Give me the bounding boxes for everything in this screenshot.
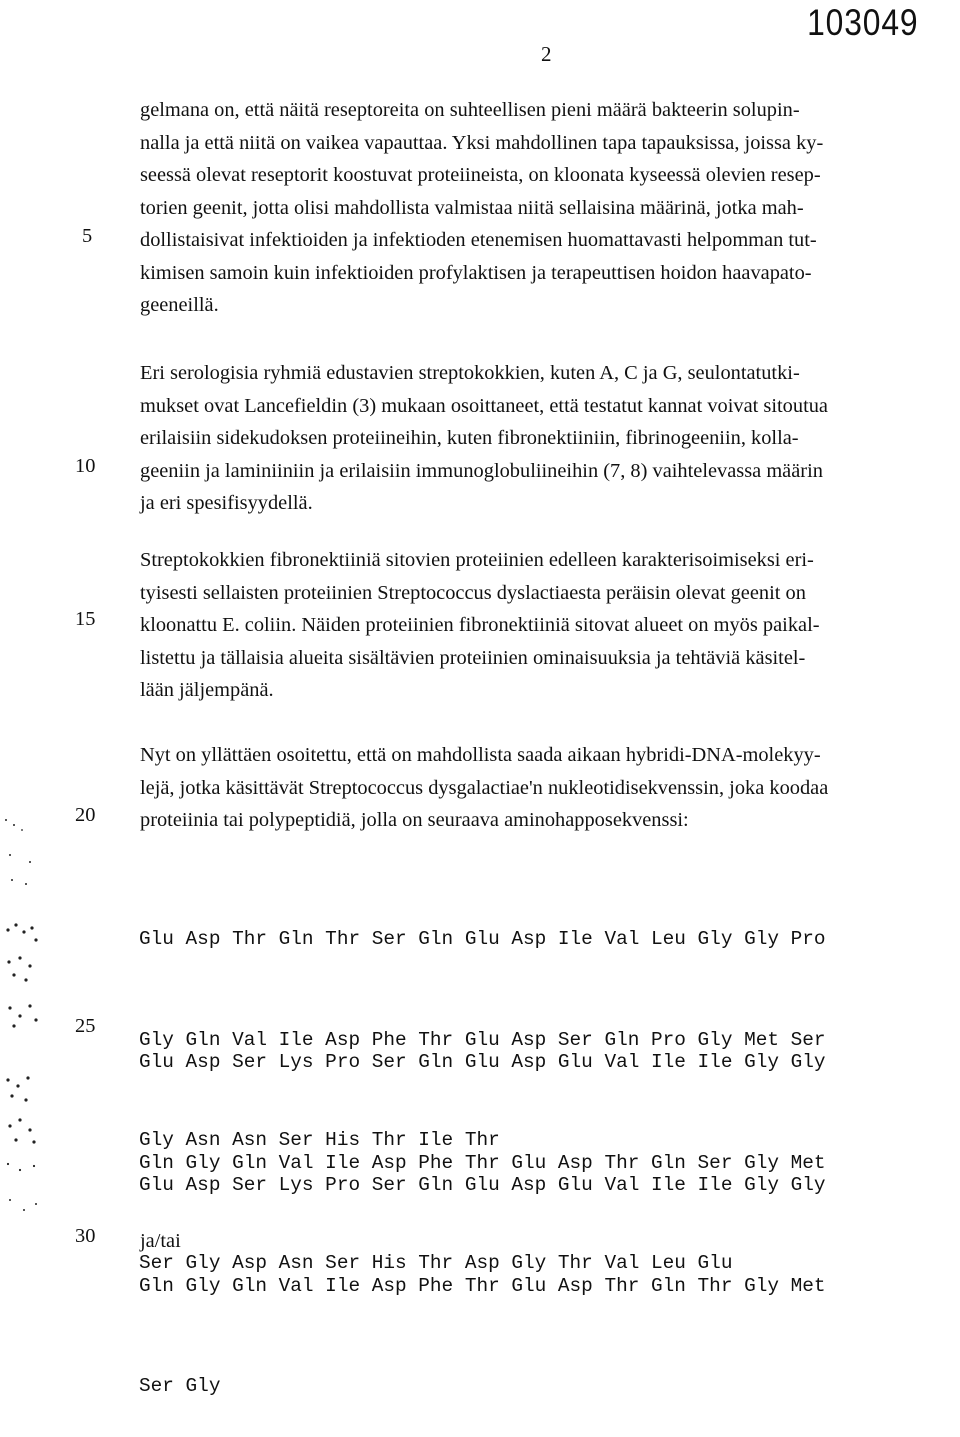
- text-line: mukset ovat Lancefieldin (3) mukaan osoittaneet, että testatut kannat voivat sitoutua: [140, 394, 828, 417]
- sequence-line: Glu Asp Ser Lys Pro Ser Gln Glu Asp Glu Val Ile Ile Gly Gly: [139, 1174, 826, 1196]
- text-line: kloonattu E. coliin. Näiden proteiinien fibronektiiniä sitovat alueet on myös paikal-: [140, 614, 820, 636]
- text-line: nalla ja että niitä on vaikea vapauttaa. Yksi mahdollinen tapa tapauksissa, joissa ky-: [140, 131, 824, 154]
- text-line: lejä, jotka käsittävät Streptococcus dysgalactiae'n nukleotidisekvenssin, joka koodaa: [140, 776, 829, 799]
- text-line: proteiinia tai polypeptidiä, jolla on seuraava aminohapposekvenssi:: [140, 809, 689, 831]
- paragraph-1: [140, 94, 960, 322]
- text-line: dollistaisivat infektioiden ja infektioden etenemisen huomattavasti helpomman tut-: [140, 229, 817, 251]
- text-line: ja/tai: [140, 1230, 181, 1252]
- sequence-line: Gly Asn Asn Ser His Thr Ile Thr: [139, 1129, 500, 1151]
- text-line: lään jäljempänä.: [140, 679, 274, 701]
- text-line: listettu ja tällaisia alueita sisältävien proteiinien ominaisuuksia ja tehtäviä käsitel-: [140, 646, 806, 669]
- sequence-line: Gln Gly Gln Val Ile Asp Phe Thr Glu Asp Thr Gln Ser Gly Met: [139, 1151, 826, 1174]
- text-line: geeneillä.: [140, 294, 219, 316]
- sequence-line: Glu Asp Thr Gln Thr Ser Gln Glu Asp Ile Val Leu Gly Gly Pro: [139, 928, 826, 950]
- sequence-line: Ser Gly: [139, 1375, 221, 1397]
- text-line: Nyt on yllättäen osoitettu, että on mahdollista saada aikaan hybridi-DNA-molekyy-: [140, 744, 821, 766]
- sequence-line: Gly Gln Val Ile Asp Phe Thr Glu Asp Ser Gln Pro Gly Met Ser: [139, 1028, 826, 1051]
- sequence-line: Glu Asp Ser Lys Pro Ser Gln Glu Asp Glu Val Ile Ile Gly Gly: [139, 1051, 826, 1073]
- page-number: 2: [541, 42, 552, 66]
- text-line: seessä olevat reseptorit koostuvat proteiineista, on kloonata kyseessä olevien resep-: [140, 164, 821, 186]
- text-line: ja eri spesifisyydellä.: [140, 492, 313, 514]
- margin-line-number: 15: [75, 608, 96, 630]
- document-number: 103049: [806, 2, 918, 43]
- amino-acid-sequence-3: [139, 1102, 826, 1437]
- text-line: tyisesti sellaisten proteiinien Streptococcus dyslactiaesta peräisin olevat geenit on: [140, 581, 806, 604]
- margin-line-number: 10: [75, 455, 96, 477]
- margin-line-number: 25: [75, 1015, 96, 1037]
- text-line: Eri serologisia ryhmiä edustavien streptokokkien, kuten A, C ja G, seulontatutki-: [140, 362, 800, 384]
- text-line: erilaisiin sidekudoksen proteiineihin, kuten fibronektiiniin, fibrinogeeniin, kolla-: [140, 427, 799, 449]
- sequence-line: Gln Gly Gln Val Ile Asp Phe Thr Glu Asp Thr Gln Thr Gly Met: [139, 1274, 826, 1297]
- paragraph-4: [140, 739, 960, 837]
- text-line: geeniin ja laminiiniin ja erilaisiin immunoglobuliineihin (7, 8) vaihtelevassa määrin: [140, 459, 823, 482]
- margin-line-number: 30: [75, 1225, 96, 1247]
- sequence-line: Ser Gly Asp Asn Ser His Thr Asp Gly Thr Val Leu Glu: [139, 1252, 733, 1274]
- paragraph-2: [140, 357, 960, 520]
- margin-line-number: 20: [75, 804, 96, 826]
- text-line: kimisen samoin kuin infektioiden profylaktisen ja terapeuttisen hoidon haavapato-: [140, 261, 812, 284]
- closing-text: [140, 1225, 960, 1258]
- text-line: torien geenit, jotta olisi mahdollista valmistaa niitä sellaisina määrinä, jotka mah-: [140, 196, 804, 219]
- scan-artifact-dots: [0, 780, 72, 1240]
- text-line: gelmana on, että näitä reseptoreita on suhteellisen pieni määrä bakteerin solupin-: [140, 99, 800, 121]
- margin-line-number: 5: [82, 225, 93, 247]
- text-line: Streptokokkien fibronektiiniä sitovien proteiinien edelleen karakterisoimiseksi eri-: [140, 549, 814, 571]
- paragraph-3: [140, 544, 960, 707]
